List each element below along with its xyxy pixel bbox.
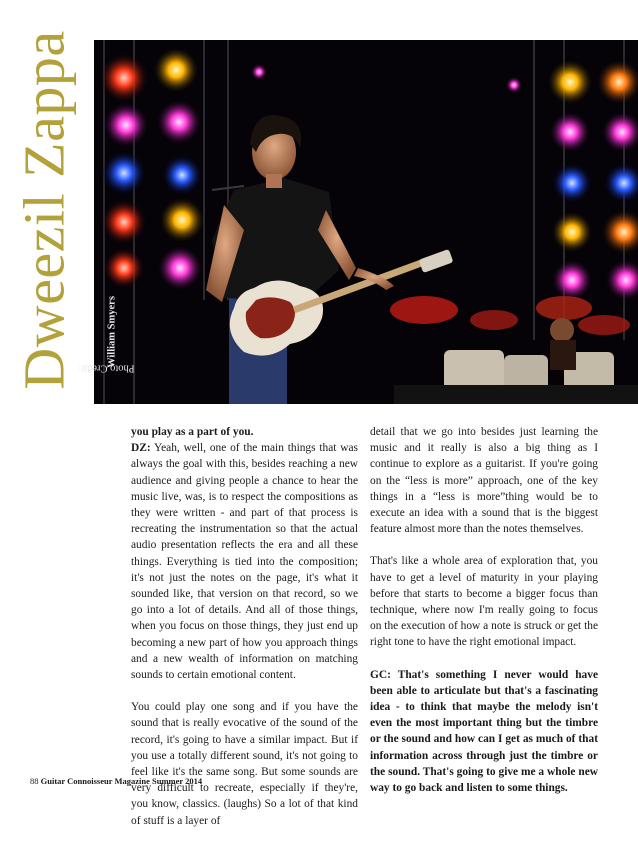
concert-photo xyxy=(94,40,638,404)
photo-credit-name: William Smyers xyxy=(106,296,118,368)
interviewer-paragraph: GC: That's something I never would have been able to articulate but that's a fascinating idea - to think that maybe the melody isn't even the most important thing but the timbre or the sound and how can I get as much of that information across through just the timbre or the sound. That's going to give me a whole new way to go back and listen to some things. xyxy=(370,668,598,795)
text-column-right xyxy=(370,424,598,812)
paragraph: Yeah, well, one of the main things that was always the goal with this, besides reaching a new audience and giving people a chance to hear the music live, was, is to respect the compositions as they were written - and part of that process is recreating the instrumentation so that the actual audio presentation reflects the era and all these things. Everything is tied into the composition; it's not just the notes on the page, it's what it sounded like, that version on that record, so we go into a lot of details. And all of those things, when you focus on those things, they just end up becoming a new part of how you approach things and a new wealth of information on matching sounds to certain emotional content. xyxy=(131,442,358,682)
article-title-text: Dweezil Zappa xyxy=(11,30,77,390)
photo-credit-prefix: Photo Credit: xyxy=(78,362,135,374)
speaker-label: DZ: xyxy=(131,442,151,455)
magazine-issue: Guitar Connoisseur Magazine Summer 2014 xyxy=(40,776,203,786)
page-number: 88 xyxy=(30,776,39,786)
lead-sentence: you play as a part of you. xyxy=(131,426,254,438)
paragraph: You could play one song and if you have the sound that is really evocative of the sound of the record, it's going to have a similar impact. But if you use a totally different sound, it's not going to feel like it's the same song. But some sounds are very difficult to recreate, especially if they're, you know, classics. (laughs) So a lot of that kind of stuff is a layer of xyxy=(131,701,358,827)
paragraph: That's like a whole area of exploration that, you have to get a level of maturity in your playing before that starts to become a bigger focus than technique, where now I'm really going to focus on the execution of how a note is struck or get the right tone to have the right emotional impact. xyxy=(370,555,598,649)
page-footer xyxy=(30,776,202,786)
paragraph: detail that we go into besides just learning the music and it really is also a big thing as I continue to explore as a guitarist. If you're going on the “less is more” approach, one of the key things in a “less is more”thing would be to execute an idea with a sound that is the biggest feature almost more than the notes themselves. xyxy=(370,426,598,536)
concert-photo-illustration xyxy=(94,40,638,404)
